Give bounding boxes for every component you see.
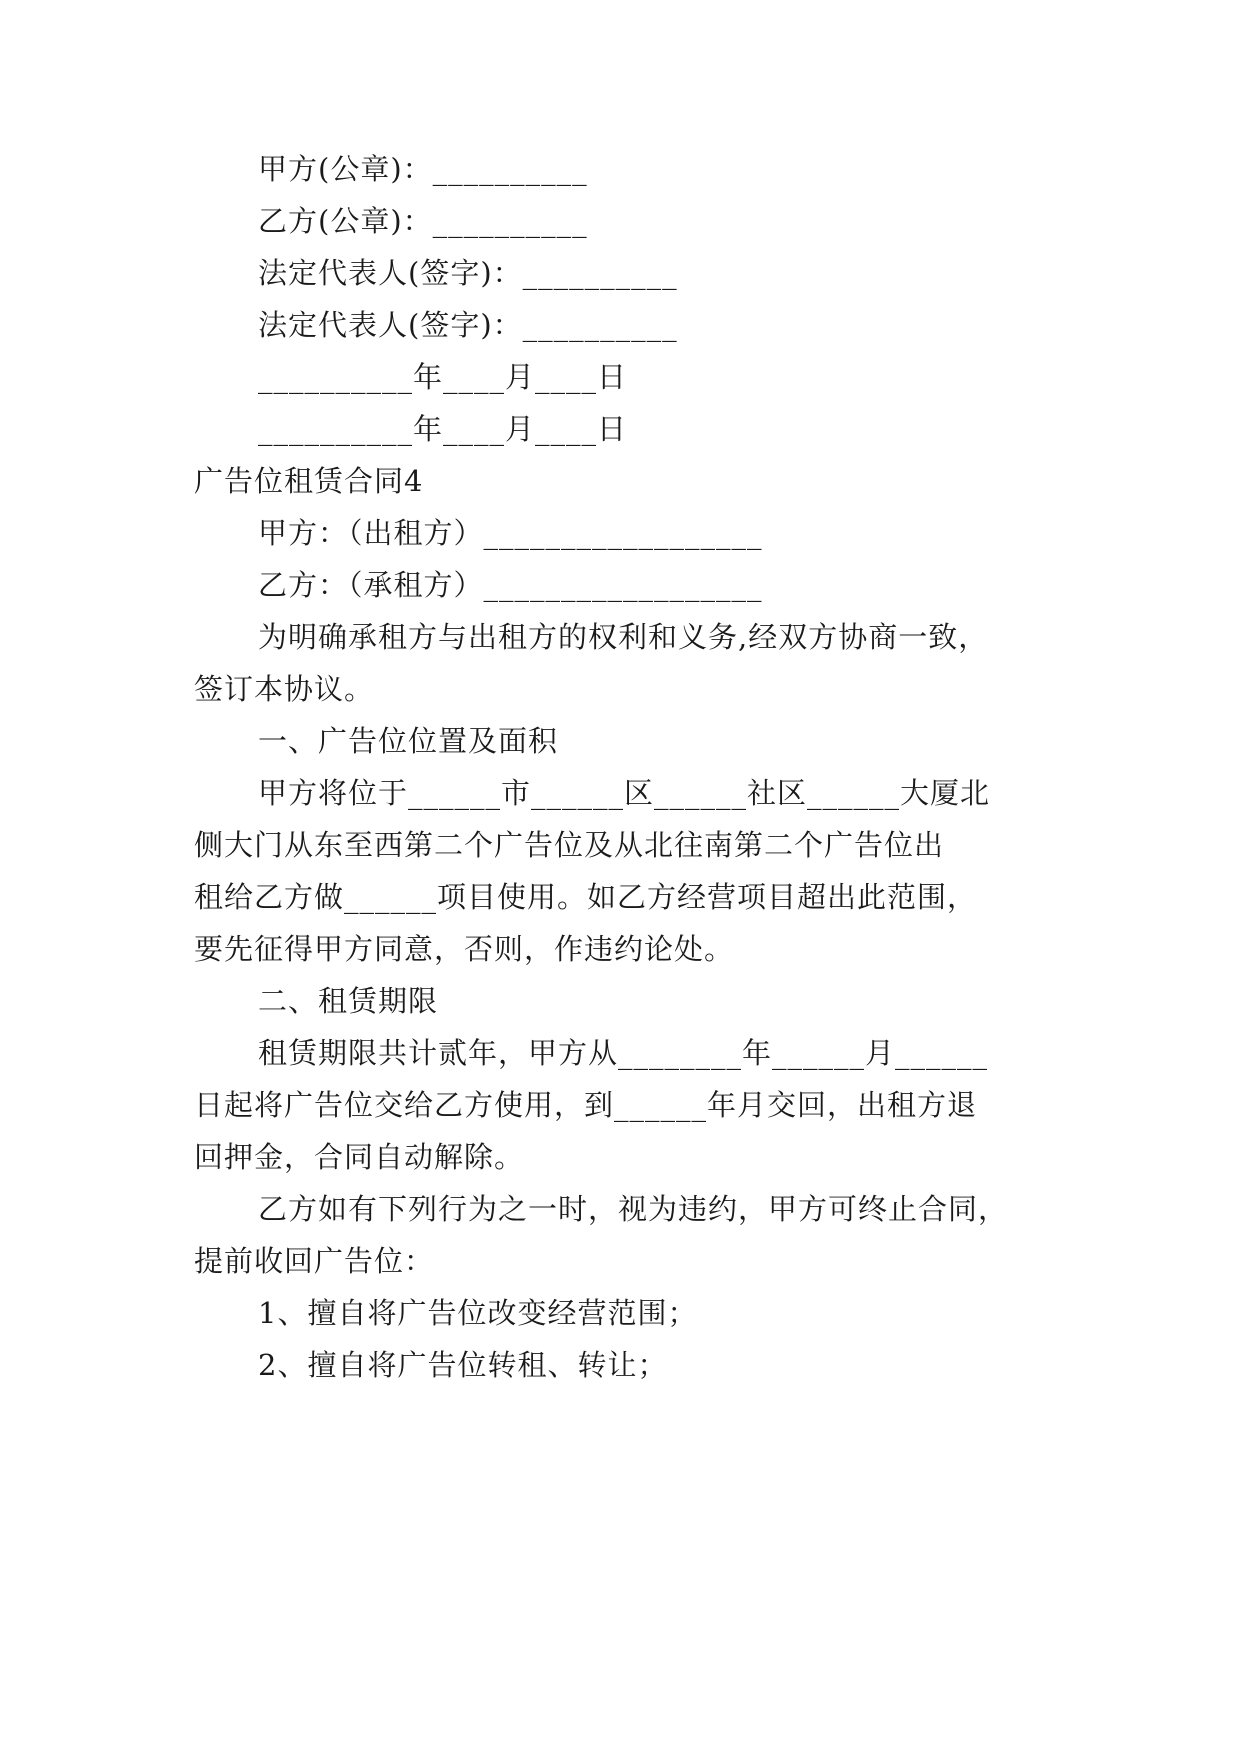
section-2-heading: 二、租赁期限	[258, 984, 439, 1018]
party-a-line: 甲方：（出租方）__________________	[258, 516, 763, 550]
party-b-line: 乙方：（承租方）__________________	[258, 568, 763, 602]
section-1-line-3: 租给乙方做______项目使用。如乙方经营项目超出此范围，	[194, 880, 978, 914]
legal-rep-signature-line-1: 法定代表人(签字)：__________	[258, 256, 678, 290]
party-b-seal-line: 乙方(公章)：__________	[258, 204, 588, 238]
date-line-2: __________年____月____日	[258, 412, 628, 446]
breach-line-1: 乙方如有下列行为之一时，视为违约，甲方可终止合同，	[258, 1192, 1009, 1226]
contract-title: 广告位租赁合同4	[194, 464, 424, 498]
party-a-seal-line: 甲方(公章)：__________	[258, 152, 588, 186]
breach-item-1: 1、擅自将广告位改变经营范围；	[258, 1296, 698, 1330]
breach-item-2: 2、擅自将广告位转租、转让；	[258, 1348, 668, 1382]
section-1-line-1: 甲方将位于______市______区______社区______大厦北	[258, 776, 991, 810]
breach-line-2: 提前收回广告位：	[194, 1244, 435, 1278]
section-2-line-3: 回押金，合同自动解除。	[194, 1140, 525, 1174]
section-1-line-2: 侧大门从东至西第二个广告位及从北往南第二个广告位出	[194, 828, 945, 862]
section-2-line-1: 租赁期限共计贰年，甲方从________年______月______	[258, 1036, 989, 1070]
preamble-line-2: 签订本协议。	[194, 672, 375, 706]
date-line-1: __________年____月____日	[258, 360, 628, 394]
section-2-line-2: 日起将广告位交给乙方使用，到______年月交回，出租方退	[194, 1088, 978, 1122]
section-1-line-4: 要先征得甲方同意，否则，作违约论处。	[194, 932, 735, 966]
preamble-line-1: 为明确承租方与出租方的权利和义务,经双方协商一致，	[258, 620, 989, 654]
legal-rep-signature-line-2: 法定代表人(签字)：__________	[258, 308, 678, 342]
section-1-heading: 一、广告位位置及面积	[258, 724, 559, 758]
